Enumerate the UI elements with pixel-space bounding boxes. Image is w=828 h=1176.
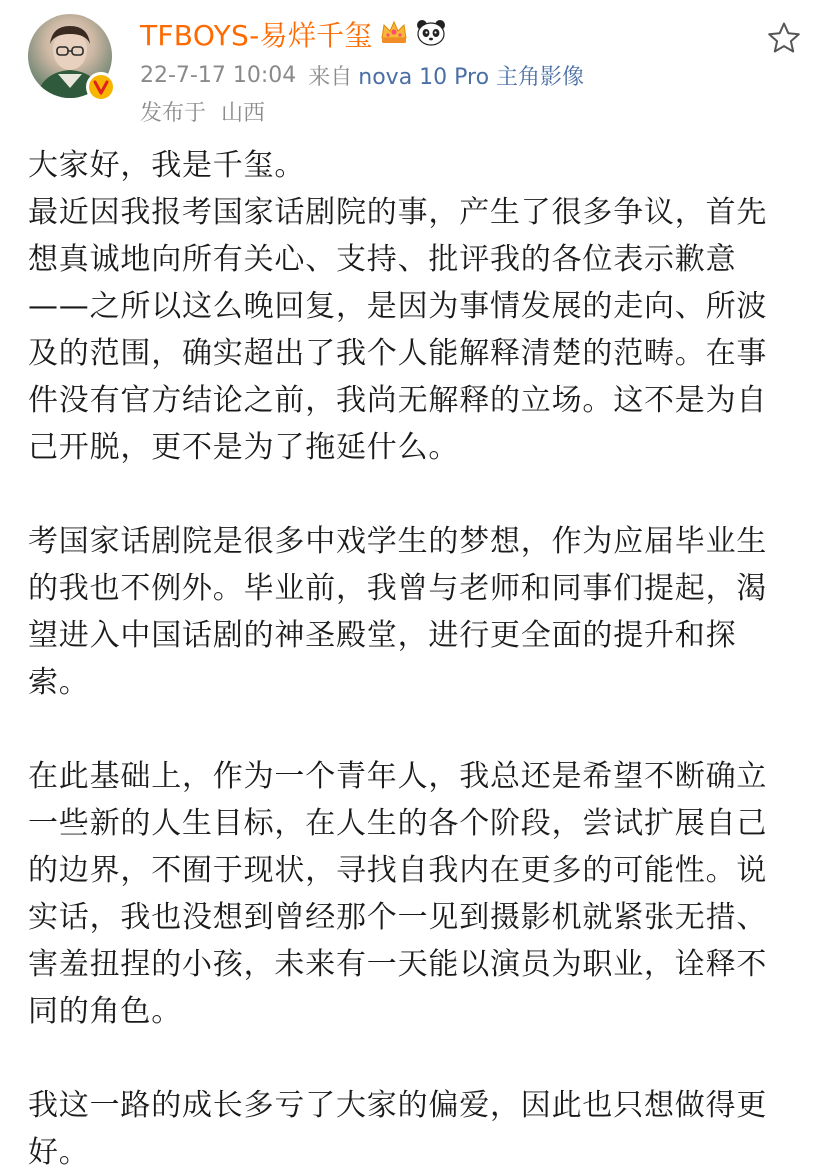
verified-v-icon [93,79,109,95]
post-time: 22-7-17 10:04 [140,63,297,88]
crown-icon [379,18,409,50]
location-value: 山西 [221,101,266,126]
username[interactable]: TFBOYS-易烊千玺 [140,19,373,52]
avatar[interactable] [28,14,112,98]
post-meta [140,60,584,91]
post-paragraph: 大家好，我是千玺。 最近因我报考国家话剧院的事，产生了很多争议，首先想真诚地向所有关心、支持、批评我的各位表示歉意——之所以这么晚回复，是因为事情发展的走向、所波及的范围，确实超出了我个人能解释清楚的范畴。在事件没有官方结论之前，我尚无解释的立场。这不是为自己开脱，更不是为了拖延什么。 [28,148,768,465]
source-label: 来自 [308,65,353,90]
post-location [140,96,265,127]
verified-badge [86,72,116,102]
source-device-link[interactable]: nova 10 Pro 主角影像 [358,65,585,90]
post-paragraph: 在此基础上，作为一个青年人，我总还是希望不断确立一些新的人生目标，在人生的各个阶段，尝试扩展自己的边界，不囿于现状，寻找自我内在更多的可能性。说实话，我也没想到曾经那个一见到摄影机就紧张无措、害羞扭捏的小孩，未来有一天能以演员为职业，诠释不同的角色。 [28,759,768,1029]
post-header [0,0,828,140]
post-paragraph: 我这一路的成长多亏了大家的偏爱，因此也只想做得更好。 [28,1088,768,1170]
favorite-button[interactable] [766,20,802,56]
star-icon [766,20,802,56]
location-label: 发布于 [140,101,207,126]
panda-icon [415,18,447,50]
post-body [28,142,788,1176]
post-paragraph: 考国家话剧院是很多中戏学生的梦想，作为应届毕业生的我也不例外。毕业前，我曾与老师和同事们提起，渴望进入中国话剧的神圣殿堂，进行更全面的提升和探索。 [28,524,768,700]
username-row [140,14,447,54]
